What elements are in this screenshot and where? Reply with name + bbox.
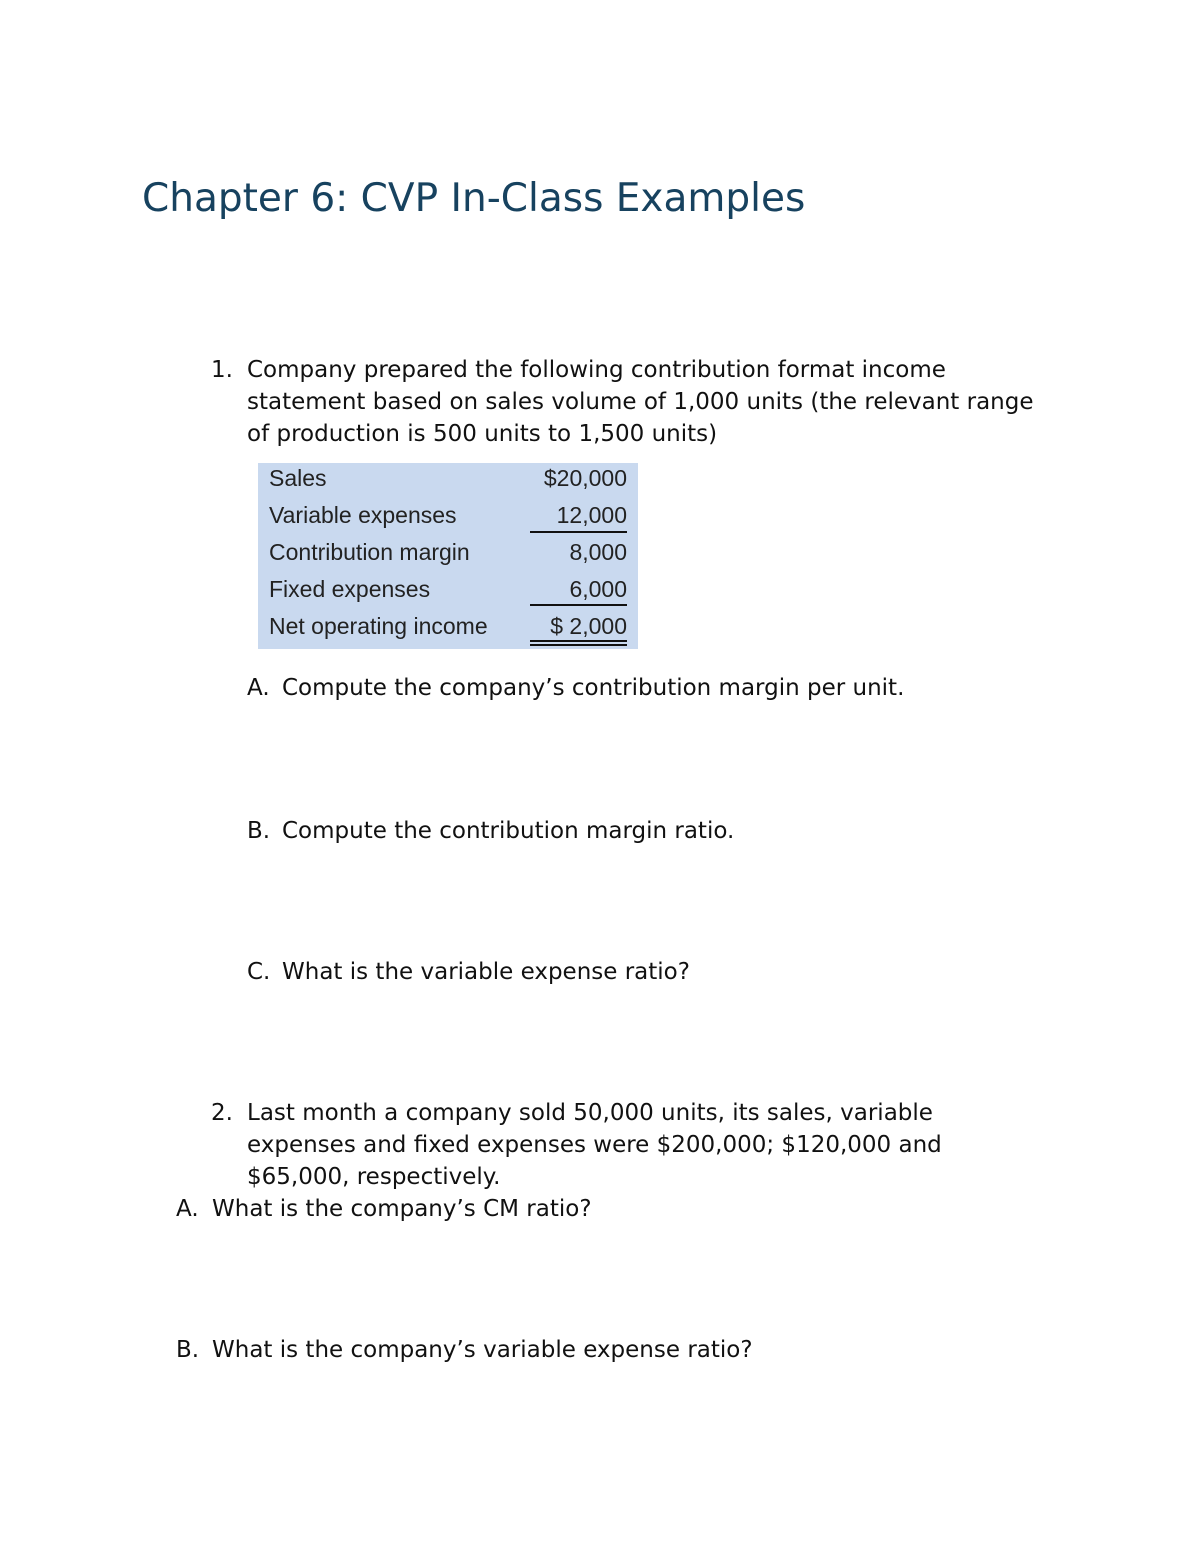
table-row [258, 463, 638, 500]
question-2-number: 2. [211, 1100, 233, 1126]
part-letter: A. [176, 1196, 199, 1222]
row-value: 8,000 [569, 539, 627, 565]
page-title: Chapter 6: CVP In-Class Examples [142, 176, 806, 221]
question-2-line: expenses and fixed expenses were $200,000; $120,000 and [247, 1132, 942, 1158]
table-row [258, 537, 638, 574]
row-label: Fixed expenses [269, 576, 431, 602]
part-text: What is the company’s CM ratio? [212, 1196, 592, 1222]
part-text: Compute the contribution margin ratio. [282, 818, 735, 844]
part-letter: C. [247, 959, 271, 985]
table-row [258, 611, 638, 648]
double-rule-bottom [530, 644, 627, 646]
question-1-line: statement based on sales volume of 1,000 units (the relevant range [247, 389, 1034, 415]
part-letter: B. [176, 1337, 200, 1363]
row-value: 12,000 [556, 502, 627, 528]
question-1-text [247, 354, 1034, 450]
question-1-line: Company prepared the following contribution format income [247, 357, 946, 383]
double-rule-top [530, 640, 627, 642]
row-label: Net operating income [269, 613, 488, 639]
subtotal-rule [530, 604, 627, 606]
row-label: Variable expenses [269, 502, 457, 528]
part-letter: B. [247, 818, 271, 844]
part-text: What is the variable expense ratio? [282, 959, 690, 985]
part-text: Compute the company’s contribution margin per unit. [282, 675, 905, 701]
subtotal-rule [530, 531, 627, 533]
question-1-number: 1. [211, 357, 233, 383]
question-2-line: $65,000, respectively. [247, 1164, 501, 1190]
income-statement-table [258, 463, 638, 649]
question-2-line: Last month a company sold 50,000 units, its sales, variable [247, 1100, 933, 1126]
part-text: What is the company’s variable expense ratio? [212, 1337, 753, 1363]
row-value: 6,000 [569, 576, 627, 602]
question-2-text [247, 1097, 942, 1193]
row-label: Sales [269, 465, 327, 491]
row-value: $20,000 [543, 465, 627, 491]
row-value: $ 2,000 [550, 613, 627, 639]
row-label: Contribution margin [269, 539, 470, 565]
question-1-line: of production is 500 units to 1,500 units) [247, 421, 718, 447]
part-letter: A. [247, 675, 270, 701]
